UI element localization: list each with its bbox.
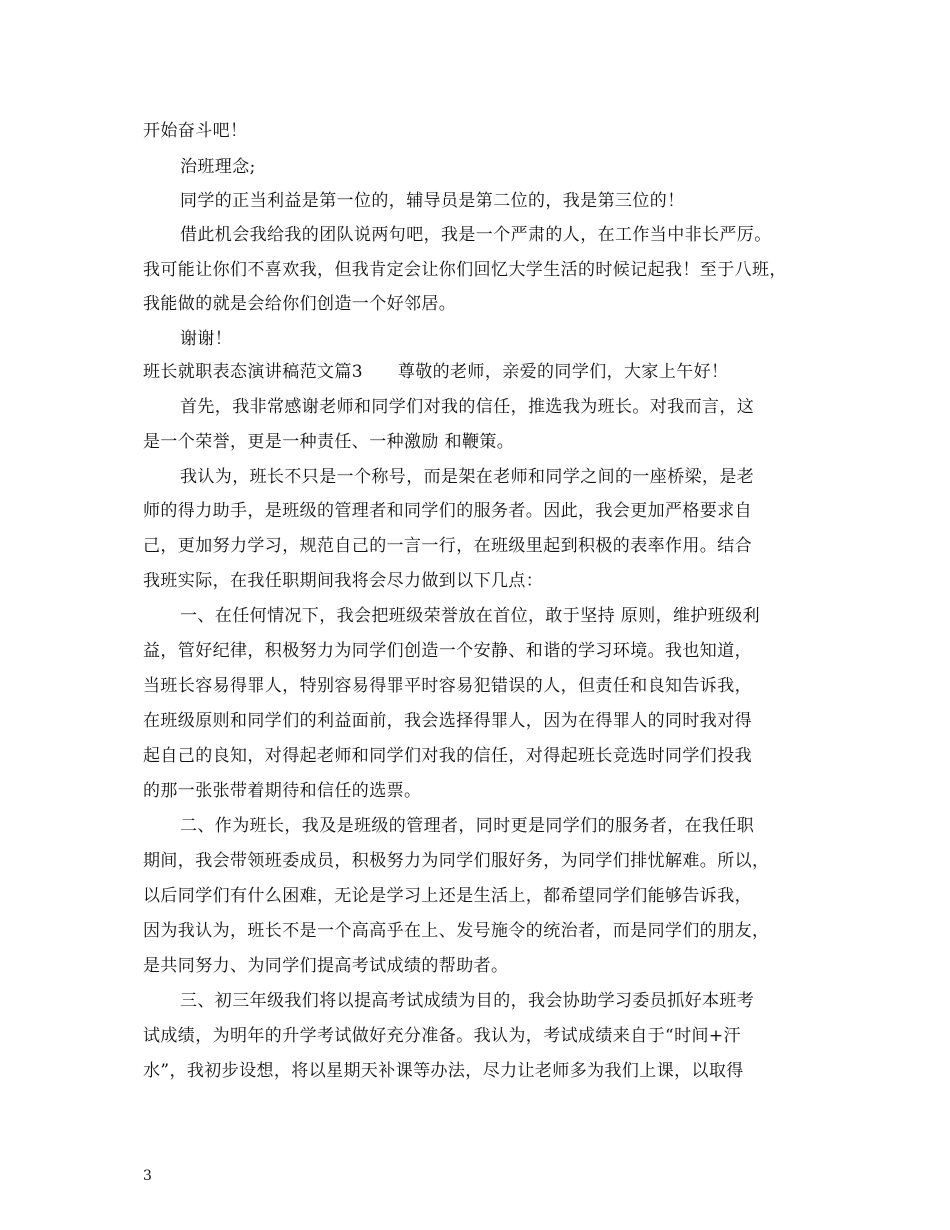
text-line: 试成绩，为明年的升学考试做好充分准备。我认为，考试成绩来自于“时间+汗 [143, 1026, 741, 1046]
text-line: 以后同学们有什么困难，无论是学习上还是生活上，都希望同学们能够告诉我， [143, 886, 752, 906]
text-line: 一、在任何情况下，我会把班级荣誉放在首位，敢于坚持 原则，维护班级利 [180, 606, 761, 626]
text-line: 二、作为班长，我及是班级的管理者，同时更是同学们的服务者，在我任职 [180, 816, 755, 836]
text-line: 三、初三年级我们将以提高考试成绩为目的，我会协助学习委员抓好本班考 [180, 991, 755, 1011]
text-line: 我认为，班长不只是一个称号，而是架在老师和同学之间的一座桥梁，是老 [180, 467, 755, 487]
text-line: 我能做的就是会给你们创造一个好邻居。 [143, 294, 457, 314]
section-heading-line: 班长就职表态演讲稿范文篇3 尊敬的老师，亲爱的同学们，大家上午好！ [143, 362, 729, 382]
text-line: 因为我认为，班长不是一个高高乎在上、发号施令的统治者，而是同学们的朋友， [143, 921, 770, 941]
text-line: 己，更加努力学习，规范自己的一言一行，在班级里起到积极的表率作用。结合 [143, 536, 752, 556]
text-line: 我班实际，在我任职期间我将会尽力做到以下几点： [143, 571, 544, 591]
text-line: 首先，我非常感谢老师和同学们对我的信任，推选我为班长。对我而言，这 [180, 397, 755, 417]
text-line: 期间，我会带领班委成员，积极努力为同学们服好务，为同学们排忧解难。所以， [143, 851, 770, 871]
text-line: 是一个荣誉，更是一种责任、一种激励 和鞭策。 [143, 432, 515, 452]
text-line: 益，管好纪律，积极努力为同学们创造一个安静、和谐的学习环境。我也知道， [143, 641, 752, 661]
text-line: 当班长容易得罪人，特别容易得罪平时容易犯错误的人，但责任和良知告诉我， [143, 676, 752, 696]
text-line: 同学的正当利益是第一位的，辅导员是第二位的，我是第三位的！ [180, 191, 685, 211]
text-line: 开始奋斗吧！ [143, 121, 248, 141]
text-line: 是共同努力、为同学们提高考试成绩的帮助者。 [143, 956, 509, 976]
text-line: 谢谢！ [180, 329, 233, 349]
text-line: 水”，我初步设想，将以星期天补课等办法，尽力让老师多为我们上课，以取得 [143, 1061, 744, 1081]
text-line: 我可能让你们不喜欢我，但我肯定会让你们回忆大学生活的时候记起我！至于八班， [143, 260, 787, 280]
text-line: 师的得力助手，是班级的管理者和同学们的服务者。因此，我会更加严格要求自 [143, 501, 752, 521]
text-line: 起自己的良知，对得起老师和同学们对我的信任，对得起班长竞选时同学们投我 [143, 746, 752, 766]
text-line: 的那一张张带着期待和信任的选票。 [143, 781, 422, 801]
text-line: 治班理念; [180, 157, 256, 177]
text-line: 在班级原则和同学们的利益面前，我会选择得罪人，因为在得罪人的同时我对得 [143, 711, 752, 731]
page-number: 3 [143, 1168, 152, 1184]
text-line: 借此机会我给我的团队说两句吧，我是一个严肃的人，在工作当中非长严厉。 [180, 225, 772, 245]
